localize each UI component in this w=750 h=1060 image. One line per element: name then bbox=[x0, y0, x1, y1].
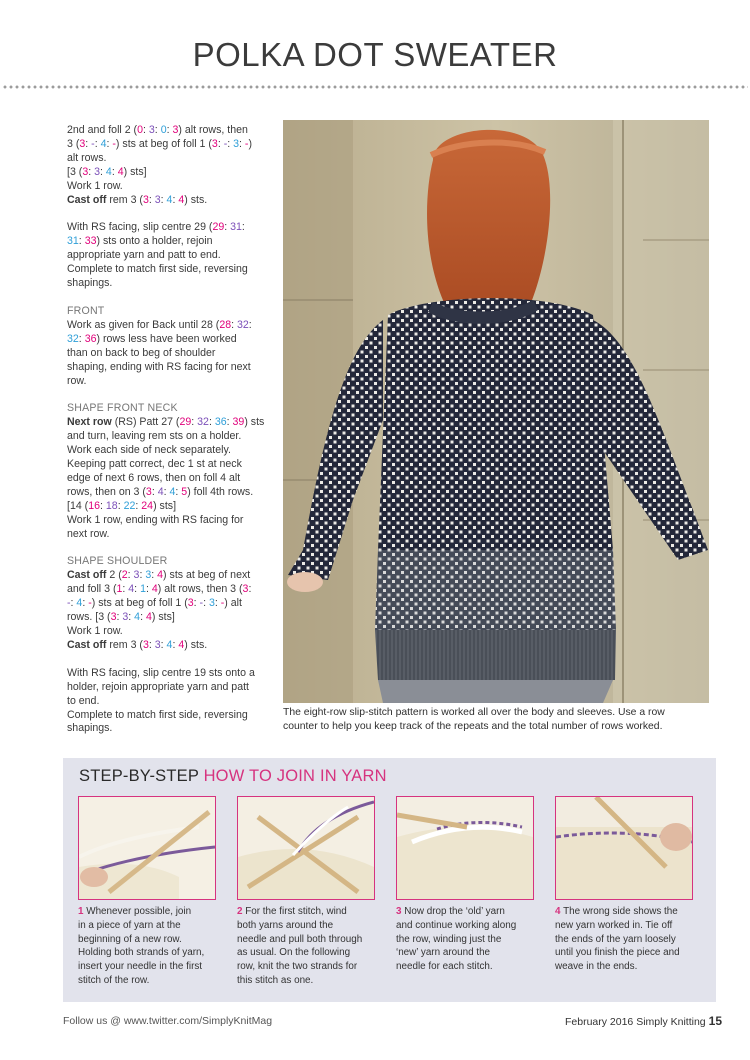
text-run: ) sts] bbox=[153, 499, 177, 512]
instruction-line bbox=[67, 249, 267, 263]
instruction-line bbox=[67, 347, 267, 361]
text-run: : bbox=[145, 583, 152, 596]
size-value: 4 bbox=[134, 611, 141, 624]
instruction-line bbox=[67, 709, 267, 723]
size-value: 31 bbox=[230, 221, 242, 234]
caption-line: The eight-row slip-stitch pattern is worked all over the body and sleeves. Use a row bbox=[283, 707, 665, 718]
instruction-line bbox=[67, 166, 267, 180]
text-run: [14 ( bbox=[67, 499, 89, 512]
sweater-illustration bbox=[283, 120, 709, 703]
size-value: 2 bbox=[121, 569, 128, 582]
text-run: : bbox=[106, 137, 113, 150]
instruction-line bbox=[67, 695, 267, 709]
size-value: 28 bbox=[219, 318, 232, 331]
section-heading-shoulder: SHAPE SHOULDER bbox=[67, 555, 168, 568]
size-value: - bbox=[88, 597, 92, 610]
step-1 bbox=[78, 796, 216, 988]
size-value: 4 bbox=[178, 193, 185, 206]
step-4-text bbox=[555, 905, 693, 974]
text-run: : bbox=[208, 416, 215, 429]
size-value: 0 bbox=[137, 124, 143, 136]
text-run: : bbox=[82, 597, 89, 610]
text-run: : bbox=[154, 124, 161, 136]
text-run: : bbox=[248, 318, 252, 331]
text-run: : bbox=[148, 638, 155, 651]
instruction-line bbox=[67, 277, 267, 291]
text-run: : bbox=[166, 124, 173, 136]
section-shape-shoulder bbox=[67, 555, 267, 652]
sweater-photo bbox=[283, 120, 709, 703]
text-run: With RS facing, slip centre 19 sts onto a bbox=[67, 666, 255, 679]
size-value: 3 bbox=[110, 611, 117, 624]
text-run: rem 3 ( bbox=[106, 193, 143, 206]
text-run: 2nd and foll 2 ( bbox=[67, 124, 138, 136]
text-run: 3 ( bbox=[67, 137, 80, 150]
text-run: : bbox=[100, 165, 106, 178]
text-run: rem 3 ( bbox=[106, 638, 143, 651]
step-line: the ends of the yarn loosely bbox=[555, 933, 676, 945]
section-heading-front: FRONT bbox=[67, 304, 105, 317]
text-run: : bbox=[227, 137, 234, 150]
instruction-line bbox=[67, 430, 267, 444]
step-4-photo bbox=[555, 796, 693, 900]
text-run: : bbox=[193, 597, 200, 610]
heading-prefix: STEP-BY-STEP bbox=[79, 767, 204, 785]
instruction-line bbox=[67, 319, 267, 333]
text-run: ) sts onto a holder, rejoin bbox=[96, 235, 213, 248]
text-run: : bbox=[224, 221, 231, 234]
text-run: : bbox=[239, 137, 245, 150]
text-run: Work 1 row, ending with RS facing for bbox=[67, 513, 244, 526]
text-run: With RS facing, slip centre 29 ( bbox=[67, 221, 213, 234]
size-value: 22 bbox=[123, 499, 136, 512]
size-value: 5 bbox=[181, 485, 188, 498]
page-number: 15 bbox=[708, 1014, 722, 1028]
size-value: 31 bbox=[67, 235, 79, 248]
instruction-line bbox=[67, 486, 267, 500]
size-value: 4 bbox=[151, 583, 158, 596]
text-run: : bbox=[116, 611, 123, 624]
step-line: needle for each stitch. bbox=[396, 961, 493, 973]
text-run: ) alt rows, then 3 ( bbox=[157, 583, 243, 596]
size-value: 4 bbox=[166, 193, 173, 206]
text-run: : bbox=[78, 332, 85, 345]
text-run: ) sts. bbox=[184, 193, 208, 206]
text-run: : bbox=[143, 124, 149, 136]
text-run: : bbox=[140, 611, 146, 624]
size-value: - bbox=[91, 137, 95, 150]
text-run: ) bbox=[248, 137, 252, 150]
size-value: 3 bbox=[242, 583, 249, 596]
text-run: 2 ( bbox=[106, 569, 122, 582]
footer-twitter: Follow us @ www.twitter.com/SimplyKnitMag bbox=[63, 1015, 273, 1027]
step-line: this stitch as one. bbox=[237, 974, 314, 986]
size-value: 3 bbox=[172, 124, 179, 136]
size-value: 3 bbox=[154, 638, 161, 651]
instruction-line bbox=[67, 333, 267, 347]
text-run: : bbox=[172, 638, 179, 651]
size-value: 3 bbox=[142, 193, 149, 206]
step-line: both yarns around the bbox=[237, 919, 334, 931]
text-run: ) sts] bbox=[123, 165, 147, 178]
text-run: ) sts at beg of next bbox=[163, 569, 251, 582]
step-line: needle and pull both through bbox=[237, 933, 363, 945]
step-2-photo bbox=[237, 796, 375, 900]
size-value: 29 bbox=[212, 221, 225, 234]
text-run: ) foll 4th rows. bbox=[187, 485, 254, 498]
text-run: holder, rejoin appropriate yarn and patt bbox=[67, 680, 249, 693]
section-front bbox=[67, 305, 267, 388]
instruction-line bbox=[67, 138, 267, 152]
text-run: next row. bbox=[67, 527, 110, 540]
step-3-photo bbox=[396, 796, 534, 900]
photo-caption bbox=[283, 706, 713, 734]
instruction-line bbox=[67, 124, 267, 138]
instruction-line bbox=[67, 597, 267, 611]
instruction-block-centre bbox=[67, 221, 267, 291]
text-run: : bbox=[117, 499, 124, 512]
text-run: : bbox=[148, 193, 155, 206]
bold-term: Next row bbox=[67, 416, 112, 429]
instruction-line bbox=[67, 221, 267, 235]
step-line: and continue working along bbox=[396, 919, 517, 931]
text-run: ) sts] bbox=[151, 611, 175, 624]
size-value: 3 bbox=[187, 597, 194, 610]
size-value: 1 bbox=[116, 583, 123, 596]
size-value: 3 bbox=[142, 638, 149, 651]
bold-term: Cast off bbox=[67, 569, 107, 582]
text-run: : bbox=[226, 416, 233, 429]
step-line: in a piece of yarn at the bbox=[78, 919, 181, 931]
step-line: stitch of the row. bbox=[78, 974, 150, 986]
step-line: Holding both strands of yarn, bbox=[78, 947, 205, 959]
text-run: : bbox=[217, 137, 224, 150]
instruction-line bbox=[67, 235, 267, 249]
step-line: weave in the ends. bbox=[555, 961, 638, 973]
text-run: : bbox=[191, 416, 198, 429]
text-run: : bbox=[175, 485, 182, 498]
text-run: row. bbox=[67, 374, 87, 387]
step-number: 3 bbox=[396, 906, 402, 917]
text-run: Work as given for Back until 28 ( bbox=[67, 318, 220, 331]
text-run: : bbox=[122, 583, 129, 596]
size-value: 4 bbox=[100, 137, 107, 150]
text-run: Work each side of neck separately. bbox=[67, 444, 231, 457]
instruction-line bbox=[67, 416, 267, 430]
text-run: : bbox=[160, 193, 167, 206]
dotted-divider bbox=[2, 84, 748, 90]
text-run: Work 1 row. bbox=[67, 625, 123, 637]
instruction-line bbox=[67, 639, 267, 653]
instruction-block-back-neck bbox=[67, 124, 267, 207]
size-value: 32 bbox=[197, 416, 209, 429]
text-run: ) rows less have been worked bbox=[96, 332, 237, 345]
size-value: 18 bbox=[105, 499, 118, 512]
size-value: 3 bbox=[145, 569, 152, 582]
size-value: 4 bbox=[117, 165, 124, 178]
step-line: until you finish the piece and bbox=[555, 947, 680, 959]
text-run: : bbox=[151, 569, 158, 582]
size-value: 36 bbox=[214, 416, 227, 429]
instruction-block-final bbox=[67, 667, 267, 737]
section-heading-front-neck: SHAPE FRONT NECK bbox=[67, 402, 178, 415]
text-run: [3 ( bbox=[67, 165, 83, 178]
text-run: rows. [3 ( bbox=[67, 611, 111, 624]
step-number: 2 bbox=[237, 906, 243, 917]
size-value: 3 bbox=[122, 611, 129, 624]
size-value: 4 bbox=[166, 638, 173, 651]
size-value: 3 bbox=[82, 165, 89, 178]
step-line: For the first stitch, wind bbox=[242, 906, 347, 917]
size-value: 3 bbox=[208, 597, 215, 610]
step-number: 1 bbox=[78, 906, 84, 917]
text-run: : bbox=[248, 583, 252, 596]
instruction-line bbox=[67, 180, 267, 194]
text-run: : bbox=[160, 638, 167, 651]
size-value: 4 bbox=[157, 569, 164, 582]
text-run: shapings. bbox=[67, 277, 113, 290]
size-value: 36 bbox=[84, 332, 97, 345]
instruction-line bbox=[67, 528, 267, 542]
step-3-text bbox=[396, 905, 534, 974]
instruction-line bbox=[67, 375, 267, 389]
text-run: ) sts at beg of foll 1 ( bbox=[91, 597, 188, 610]
instruction-line bbox=[67, 722, 267, 736]
text-run: and foll 3 ( bbox=[67, 583, 117, 596]
text-run: ) sts. bbox=[184, 638, 208, 651]
text-run: : bbox=[88, 165, 95, 178]
instruction-line bbox=[67, 458, 267, 472]
size-value: 32 bbox=[67, 332, 79, 345]
size-value: 3 bbox=[154, 193, 161, 206]
size-value: 4 bbox=[145, 611, 152, 624]
text-run: to end. bbox=[67, 694, 100, 707]
size-value: 16 bbox=[88, 499, 100, 512]
size-value: - bbox=[220, 597, 225, 610]
text-run: Complete to match first side, reversing bbox=[67, 263, 248, 276]
text-run: : bbox=[94, 137, 101, 150]
size-value: 33 bbox=[84, 235, 97, 248]
size-value: 4 bbox=[128, 583, 135, 596]
bold-term: Cast off bbox=[67, 193, 107, 206]
text-run: : bbox=[78, 235, 85, 248]
instruction-line bbox=[67, 667, 267, 681]
text-run: : bbox=[134, 583, 141, 596]
size-value: 3 bbox=[94, 165, 101, 178]
text-run: rows, then on 3 ( bbox=[67, 485, 146, 498]
text-run: ) alt bbox=[224, 597, 242, 610]
text-run: edge of next 6 rows, then on foll 4 alt bbox=[67, 471, 241, 484]
step-line: beginning of a new row. bbox=[78, 933, 182, 945]
text-run: : bbox=[85, 137, 92, 150]
instruction-line bbox=[67, 152, 267, 166]
step-line: row, knit the two strands for bbox=[237, 961, 358, 973]
issue-label: February 2016 Simply Knitting bbox=[564, 1016, 706, 1028]
size-value: - bbox=[112, 137, 116, 150]
step-line: the row, winding just the bbox=[396, 933, 502, 945]
text-run: : bbox=[100, 499, 106, 512]
size-value: 3 bbox=[148, 124, 155, 136]
size-value: 32 bbox=[237, 318, 249, 331]
step-line: new yarn worked in. Tie off bbox=[555, 919, 673, 931]
step-by-step-box bbox=[63, 758, 716, 1002]
text-run: and turn, leaving rem sts on a holder. bbox=[67, 430, 242, 443]
text-run: shapings. bbox=[67, 722, 113, 735]
text-run: : bbox=[163, 485, 170, 498]
text-run: : bbox=[151, 485, 158, 498]
step-line: Now drop the ‘old’ yarn bbox=[401, 906, 505, 917]
instruction-line bbox=[67, 472, 267, 486]
text-run: : bbox=[111, 165, 118, 178]
text-run: : bbox=[231, 318, 237, 331]
size-value: 0 bbox=[160, 124, 167, 136]
instruction-line bbox=[67, 611, 267, 625]
step-2 bbox=[237, 796, 375, 988]
size-value: 3 bbox=[133, 569, 140, 582]
instruction-line bbox=[67, 361, 267, 375]
instruction-line bbox=[67, 583, 267, 597]
size-value: - bbox=[223, 137, 228, 150]
size-value: 1 bbox=[140, 583, 146, 596]
instruction-line bbox=[67, 569, 267, 583]
size-value: 4 bbox=[157, 485, 164, 498]
step-3 bbox=[396, 796, 534, 974]
size-value: 3 bbox=[145, 485, 152, 498]
step-number: 4 bbox=[555, 906, 561, 917]
text-run: : bbox=[135, 499, 142, 512]
size-value: 3 bbox=[79, 137, 86, 150]
step-4 bbox=[555, 796, 693, 974]
size-value: 4 bbox=[105, 165, 112, 178]
page-title: POLKA DOT SWEATER bbox=[192, 36, 558, 73]
size-value: 4 bbox=[178, 638, 185, 651]
text-run: : bbox=[127, 569, 134, 582]
text-run: : bbox=[70, 597, 77, 610]
text-run: : bbox=[172, 193, 179, 206]
text-run: Keeping patt correct, dec 1 st at neck bbox=[67, 458, 242, 471]
step-line: Whenever possible, join bbox=[83, 906, 192, 917]
text-run: (RS) Patt 27 ( bbox=[111, 416, 180, 429]
instruction-line bbox=[67, 444, 267, 458]
instruction-line bbox=[67, 681, 267, 695]
size-value: - bbox=[244, 137, 249, 150]
step-2-text bbox=[237, 905, 375, 988]
footer-issue bbox=[565, 1014, 722, 1028]
text-run: : bbox=[128, 611, 135, 624]
size-value: 29 bbox=[179, 416, 192, 429]
size-value: 24 bbox=[141, 499, 154, 512]
bold-term: Cast off bbox=[67, 638, 107, 651]
text-run: ) sts at beg of foll 1 ( bbox=[115, 137, 212, 150]
section-shape-front-neck bbox=[67, 402, 267, 541]
instruction-line bbox=[67, 263, 267, 277]
text-run: ) alt rows, then bbox=[178, 124, 248, 136]
text-run: ) sts bbox=[244, 416, 265, 429]
size-value: 4 bbox=[76, 597, 83, 610]
step-line: insert your needle in the first bbox=[78, 961, 203, 973]
size-value: - bbox=[67, 597, 71, 610]
text-run: alt rows. bbox=[67, 151, 107, 164]
step-by-step-heading bbox=[79, 767, 387, 786]
size-value: 4 bbox=[169, 485, 176, 498]
text-run: : bbox=[214, 597, 221, 610]
pattern-instructions bbox=[67, 124, 267, 736]
instruction-line bbox=[67, 514, 267, 528]
text-run: : bbox=[139, 569, 146, 582]
step-line: as usual. On the following bbox=[237, 947, 351, 959]
step-1-photo bbox=[78, 796, 216, 900]
heading-topic: HOW TO JOIN IN YARN bbox=[203, 767, 387, 785]
instruction-line bbox=[67, 500, 267, 514]
instruction-line bbox=[67, 194, 267, 208]
text-run: : bbox=[203, 597, 209, 610]
text-run: appropriate yarn and patt to end. bbox=[67, 249, 221, 262]
step-line: The wrong side shows the bbox=[560, 906, 678, 917]
size-value: 3 bbox=[233, 137, 240, 150]
step-line: ‘new’ yarn around the bbox=[396, 947, 491, 959]
text-run: Complete to match first side, reversing bbox=[67, 708, 248, 721]
caption-line: counter to help you keep track of the repeats and the total number of rows worked. bbox=[283, 721, 663, 732]
text-run: : bbox=[241, 221, 245, 234]
instruction-line bbox=[67, 625, 267, 639]
size-value: - bbox=[199, 597, 204, 610]
size-value: 3 bbox=[211, 137, 218, 150]
text-run: Work 1 row. bbox=[67, 179, 123, 192]
text-run: than on back to beg of shoulder bbox=[67, 346, 216, 359]
text-run: shaping, ending with RS facing for next bbox=[67, 360, 251, 373]
size-value: 39 bbox=[232, 416, 245, 429]
step-1-text bbox=[78, 905, 216, 988]
